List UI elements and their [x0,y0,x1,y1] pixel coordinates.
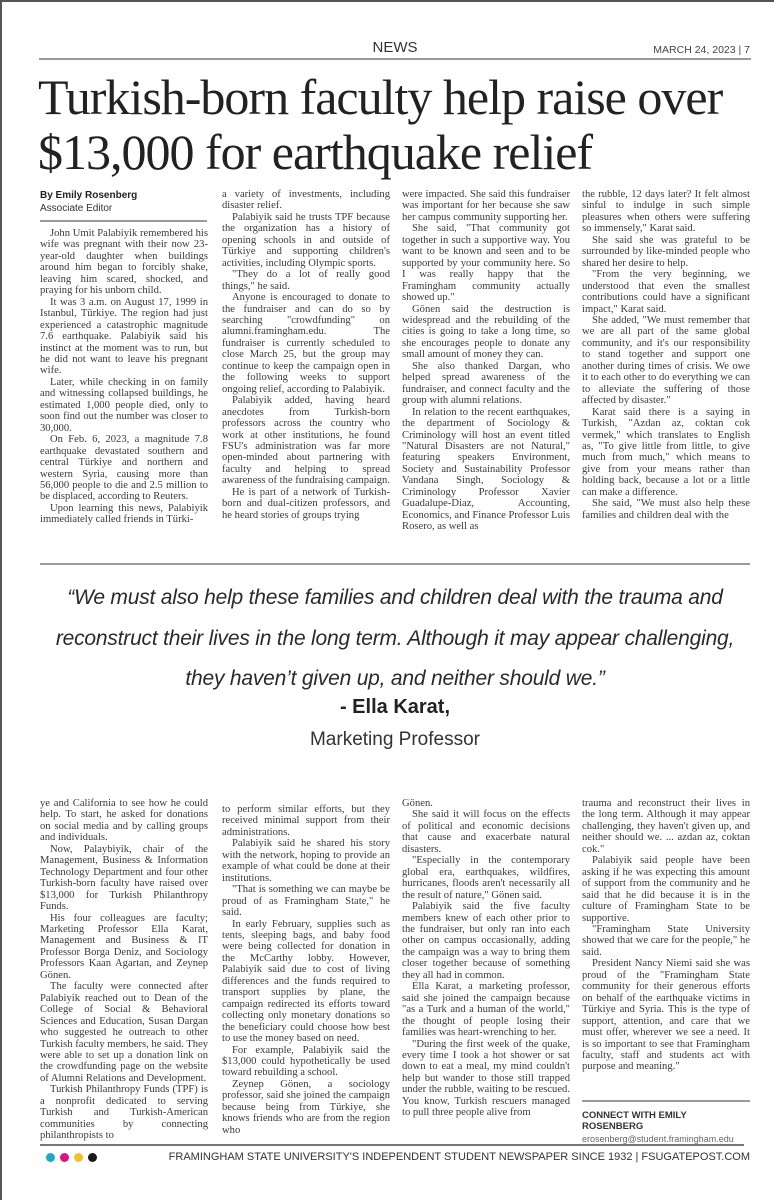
article-paragraph: She also thanked Dargan, who helped spread awareness of the fundraiser, and connect faculty and the group with alumni relations. [402,360,570,407]
article-paragraph: President Nancy Niemi said she was proud of the "Framingham State community for their generous efforts on behalf of the earthquake victims in Türkiye and Syria. This is the type of support, attention, and care that we must offer, wherever we see a need. It is so important to see that Framingham faculty, staff and students act with purpose and meaning." [582,958,750,1073]
article-column [40,798,208,1142]
byline-rule [40,220,207,222]
article-paragraph: He is part of a network of Turkish-born and dual-citizen professors, and he heard stories of groups trying [222,486,390,521]
article-paragraph: She said, "We must also help these families and children deal with the [582,498,750,521]
headline: Turkish-born faculty help raise over $13,000 for earthquake relief [38,69,723,180]
article-paragraph: the rubble, 12 days later? It felt almost sinful to indulge in such simple pleasures when others were suffering so immensely," Karat said. [582,189,750,235]
article-paragraph: She said, "That community got together in such a supportive way. You want to be known and seen and to be supported by your community here. So I was really happy that the Framingham community actually showed up." [402,223,570,304]
section-label: NEWS [372,39,418,56]
article-paragraph: On Feb. 6, 2023, a magnitude 7.8 earthquake devastated southern and central Türkiye and northern and western Syria, causing more than 56,000 people to die and 2.5 million to be displaced, according to Reuters. [40,434,208,503]
pull-quote-role: Marketing Professor [309,729,480,750]
article-paragraph: His four colleagues are faculty; Marketing Professor Ella Karat, Management and Business & IT Professor Borga Deniz, and Sociology Professors Kaan Agartan, and Zeynep Gönen. [40,912,208,981]
article-paragraph: Turkish Philanthropy Funds (TPF) is a nonprofit dedicated to serving Turkish and Turkish-American communities by connecting philanthropists to [40,1084,208,1142]
connect-email-link[interactable]: erosenberg@student.framingham.edu [582,1133,734,1144]
byline-author: By Emily Rosenberg [40,190,138,201]
article-paragraph: Palabiyik said the five faculty members knew of each other prior to the fundraiser, but only ran into each other on campus occasionally, adding the campaign was a way to bring them closer together because of something they all had in common. [402,901,570,981]
article-paragraph: Palabiyik said he shared his story with the network, hoping to provide an example of what could be done at their institutions. [222,838,390,884]
connect-title: CONNECT WITH EMILY ROSENBERG [582,1109,687,1132]
header-rule [39,58,751,60]
pull-quote: “We must also help these families and children deal with the trauma and reconstruct their lives in the long term. Although it may appear challenging, they haven’t given up, and neither should we.” [55,586,735,690]
article-paragraph: Ella Karat, a marketing professor, said she joined the campaign because "as a Turk and a human of the world," the thought of people losing their families was heart-wrenching to her. [402,981,570,1039]
article-paragraph: "Framingham State University showed that we care for the people," he said. [582,923,750,958]
article-paragraph: Anyone is encouraged to donate to the fundraiser and can do so by searching "crowdfunding" on alumni.framingham.edu. The fundraiser is currently scheduled to close March 25, but the group may continue to keep the campaign open in the following weeks to support ongoing relief, according to Palabiyik. [222,292,390,395]
connect-box [582,1100,750,1144]
magenta-dot-icon [60,1153,69,1162]
article-paragraph: The faculty were connected after Palabiyik reached out to Dean of the College of Social & Behavioral Sciences and Education, Susan Dargan who suggested he outreach to other Turkish faculty members, he said. They were able to set up a donation link on the crowdfunding page on the website of Alumni Relations and Development. [40,981,209,1084]
quote-top-rule [40,563,750,565]
article-paragraph: Upon learning this news, Palabiyik immediately called friends in Türki- [40,502,208,526]
article-paragraph: Later, while checking in on family and witnessing collapsed buildings, he estimated 1,000 people died, only to soon find out the number was closer to 30,000. [40,376,208,434]
article-paragraph: ye and California to see how he could help. To start, he asked for donations on social media and by calling groups and individuals. [40,798,208,844]
footer-text: FRAMINGHAM STATE UNIVERSITY'S INDEPENDENT STUDENT NEWSPAPER SINCE 1932 | FSUGATEPOST.COM [168,1151,750,1163]
article-paragraph: to perform similar efforts, but they received minimal support from their administrations. [222,804,390,838]
black-dot-icon [88,1153,97,1162]
article-paragraph: were impacted. She said this fundraiser was important for her because she saw her campus community supporting her. [402,189,570,223]
article-column [582,189,750,521]
cyan-dot-icon [46,1153,55,1162]
article-paragraph: In early February, supplies such as tents, sleeping bags, and baby food were being collected for donation in the McCarthy lobby. However, Palabiyik said due to cost of living differences and the funds required to transport supplies by plane, the campaign redirected its efforts toward collecting only monetary donations so the beneficiary could choose how best to use the money based on need. [222,918,390,1045]
footer-rule [40,1144,744,1146]
article-paragraph: Palabiyik said people have been asking if he was expecting this amount of support from the community and he said that he did because it is in the culture of Framingham State to be supportive. [582,855,750,924]
article-paragraph: "They do a lot of really good things," he said. [222,269,390,292]
article-paragraph: She added, "We must remember that we are all part of the same global community, and it's our responsibility to stand together and support one another during times of crisis. We owe it to each other to do everything we can to alleviate the suffering of those affected by disaster." [582,314,750,407]
article-paragraph: "From the very beginning, we understood that even the smallest contributions could have a significant impact," Karat said. [582,269,750,315]
article-column [402,798,570,1119]
article-column [222,189,390,521]
byline-title: Associate Editor [40,203,113,214]
connect-rule [582,1100,750,1102]
article-column [40,228,208,526]
article-paragraph: John Umit Palabiyik remembered his wife was pregnant with their now 23-year-old daughter when buildings around him began to forcibly shake, leaving him scared, shocked, and praying for his unborn child. [40,228,208,297]
yellow-dot-icon [74,1153,83,1162]
article-column [402,189,570,533]
article-paragraph: She said it will focus on the effects of political and economic decisions that cause and exacerbate natural disasters. [402,809,570,855]
article-paragraph: For example, Palabiyik said the $13,000 could hypothetically be used toward rebuilding a school. [222,1044,390,1079]
article-paragraph: Karat said there is a saying in Turkish, "Azdan az, coktan cok vermek," which translates to English as, "To give little from little, to give much from much," which means to give from your means rather than holding back, because a lot or a little can make a difference. [582,406,750,498]
article-paragraph: Gönen. [402,798,433,809]
article-paragraph: "Especially in the contemporary global era, earthquakes, wildfires, hurricanes, floods aren't necessarily all the result of nature," Gönen said. [402,855,570,901]
article-paragraph: Zeynep Gönen, a sociology professor, said she joined the campaign because being from Türkiye, she knows friends who are from the region who [222,1078,390,1136]
article-paragraph: She said she was grateful to be surrounded by like-minded people who shared her desire to help. [582,234,750,269]
article-paragraph: Palabiyik added, having heard anecdotes from Turkish-born professors across the country who work at other institutions, he found FSU's administration was far more open-minded about partnering with faculty and helping to spread awareness of the fundraising campaign. [222,395,390,487]
article-paragraph: Gönen said the destruction is widespread and the rebuilding of the cities is going to take a long time, so she encourages people to donate any small amount of money they can. [402,303,570,361]
dateline: MARCH 24, 2023 | 7 [653,44,750,56]
article-paragraph: In relation to the recent earthquakes, the department of Sociology & Criminology will host an event titled "Natural Disasters are not Natural," featuring speakers Environment, Society and Sustainability Professor Vandana Singh, Sociology & Criminology Professor Xavier Guadalupe-Diaz, Accounting, Economics, and Finance Professor Luis Rosero, as well as [402,406,570,533]
article-paragraph: trauma and reconstruct their lives in the long term. Although it may appear challenging, they haven't given up, and neither should we. ... azdan az, coktan cok." [582,798,750,855]
article-paragraph: Now, Palaybiyik, chair of the Management, Business & Information Technology Department and four other Turkish-born faculty have raised over $13,000 for Turkish Philanthropy Funds. [40,843,208,913]
article-column [582,798,750,1073]
article-paragraph: "During the first week of the quake, every time I took a hot shower or sat down to eat a meal, my mind couldn't help but wander to those still trapped under the rubble, waiting to be rescued. You know, Turkish rescuers managed to pull three people alive from [402,1038,570,1119]
pull-quote-attribution: - Ella Karat, [339,696,451,718]
article-paragraph: "That is something we can maybe be proud of as Framingham State," he said. [222,884,390,919]
article-paragraph: a variety of investments, including disaster relief. [222,189,390,212]
article-paragraph: It was 3 a.m. on August 17, 1999 in Istanbul, Türkiye. The region had just experienced a catastrophic magnitude 7.6 earthquake. Palabiyik said his instinct at the moment was to run, but he did not want to leave his pregnant wife. [40,296,208,377]
article-column [222,804,390,1136]
article-paragraph: Palabiyik said he trusts TPF because the organization has a history of opening schools in and outside of Türkiye and supporting children's activities, including Olympic sports. [222,211,390,269]
